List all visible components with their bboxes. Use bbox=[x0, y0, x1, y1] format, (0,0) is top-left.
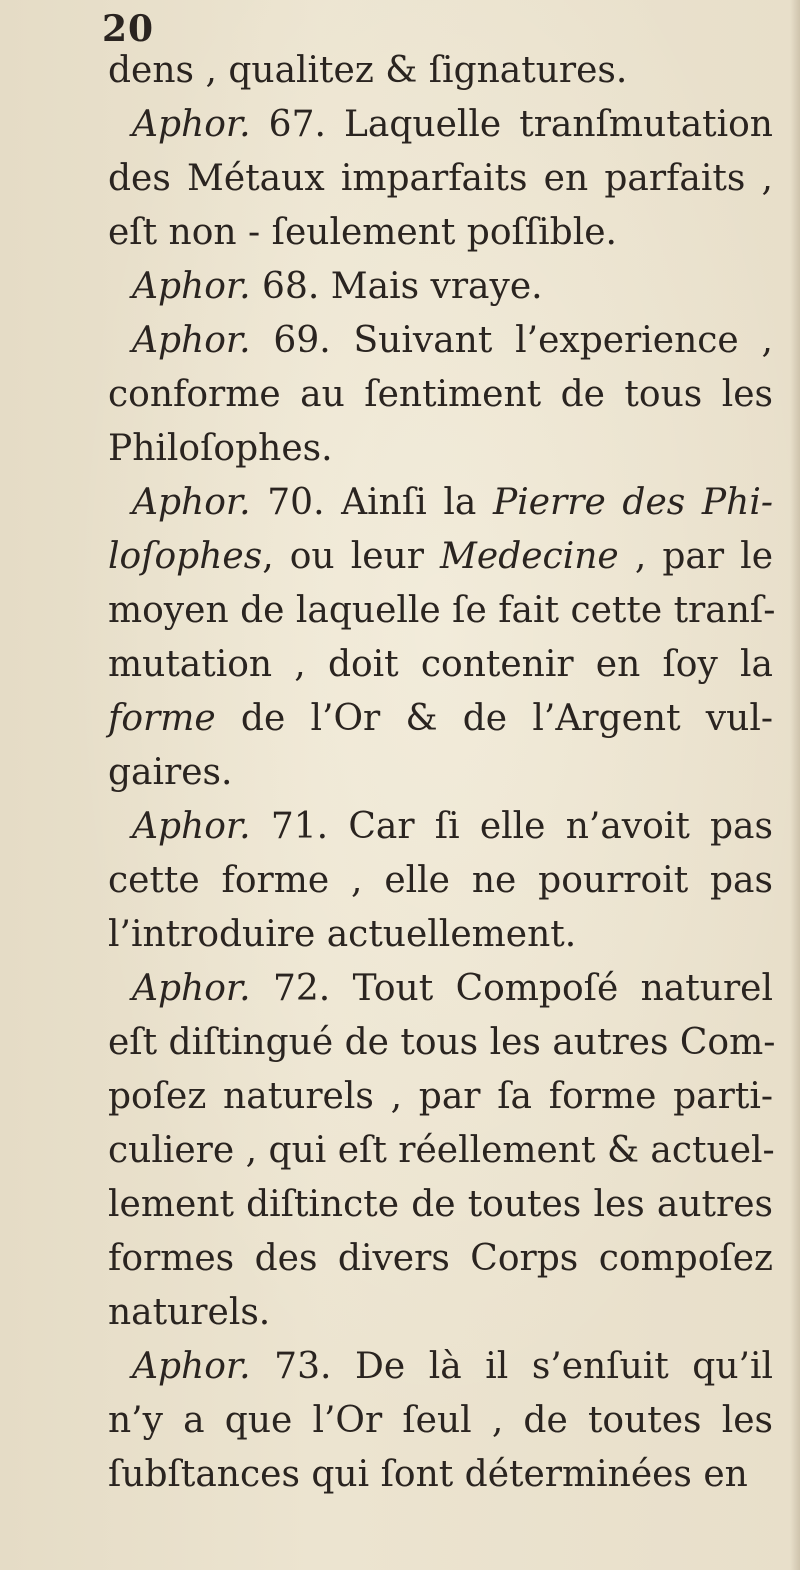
text-line bbox=[108, 638, 773, 692]
text-line bbox=[108, 800, 773, 854]
roman-text: 68. Mais vraye. bbox=[250, 266, 543, 307]
text-line bbox=[108, 908, 773, 962]
text-line bbox=[108, 206, 773, 260]
text-line bbox=[108, 1016, 776, 1070]
roman-text: conforme au ſentiment de tous les bbox=[108, 374, 773, 415]
roman-text: culiere , qui eſt réellement & actuel- bbox=[108, 1130, 775, 1171]
roman-text: mutation , doit contenir en ſoy la bbox=[108, 644, 773, 685]
italic-text: loſophes bbox=[108, 536, 263, 577]
italic-text: Aphor. bbox=[132, 1346, 251, 1387]
text-line bbox=[108, 1286, 773, 1340]
text-line bbox=[108, 530, 773, 584]
italic-text: Aphor. bbox=[132, 104, 251, 145]
text-line bbox=[108, 314, 773, 368]
roman-text: des Métaux imparfaits en parfaits , bbox=[108, 158, 773, 199]
text-line bbox=[108, 746, 773, 800]
italic-text: Aphor. bbox=[132, 482, 251, 523]
text-line bbox=[108, 692, 773, 746]
roman-text: cette forme , elle ne pourroit pas bbox=[108, 860, 773, 901]
roman-text: 72. Tout Compoſé naturel bbox=[250, 968, 773, 1009]
italic-text: Aphor. bbox=[132, 968, 251, 1009]
italic-text: Aphor. bbox=[132, 806, 251, 847]
roman-text: Philoſophes. bbox=[108, 428, 333, 469]
roman-text: gaires. bbox=[108, 752, 233, 793]
text-line bbox=[108, 152, 773, 206]
italic-text: Aphor. bbox=[132, 266, 251, 307]
italic-text: Medecine bbox=[440, 536, 619, 577]
text-line bbox=[108, 1232, 773, 1286]
italic-text: Pierre des Phi- bbox=[493, 482, 774, 523]
text-line bbox=[108, 1340, 773, 1394]
text-line bbox=[108, 476, 773, 530]
text-line bbox=[108, 1124, 773, 1178]
roman-text: 70. Ainſi la bbox=[250, 482, 494, 523]
roman-text: lement diſtincte de toutes les autres bbox=[108, 1184, 773, 1225]
roman-text: naturels. bbox=[108, 1292, 271, 1333]
roman-text: dens , qualitez & ſignatures. bbox=[108, 50, 628, 91]
page-number: 20 bbox=[102, 8, 155, 50]
roman-text: 71. Car ſi elle n’avoit pas bbox=[250, 806, 773, 847]
text-line bbox=[108, 422, 773, 476]
text-line bbox=[108, 44, 773, 98]
page-text bbox=[108, 44, 776, 1502]
roman-text: poſez naturels , par ſa forme parti- bbox=[108, 1076, 773, 1117]
roman-text: , ou leur bbox=[262, 536, 441, 577]
text-line bbox=[108, 584, 776, 638]
text-line bbox=[108, 1178, 773, 1232]
roman-text: 67. Laquelle tranſmutation bbox=[250, 104, 773, 145]
text-line bbox=[108, 1394, 773, 1448]
page-gutter-shadow bbox=[790, 0, 800, 1570]
italic-text: forme bbox=[108, 698, 216, 739]
text-line bbox=[108, 368, 773, 422]
roman-text: n’y a que l’Or ſeul , de toutes les bbox=[108, 1400, 773, 1441]
text-line bbox=[108, 854, 773, 908]
italic-text: Aphor. bbox=[132, 320, 251, 361]
text-line bbox=[108, 962, 773, 1016]
roman-text: eſt non - ſeulement poſſible. bbox=[108, 212, 617, 253]
roman-text: de l’Or & de l’Argent vul- bbox=[215, 698, 773, 739]
roman-text: , par le bbox=[618, 536, 773, 577]
text-line bbox=[108, 260, 773, 314]
roman-text: formes des divers Corps compoſez bbox=[108, 1238, 773, 1279]
text-line bbox=[108, 98, 773, 152]
text-line bbox=[108, 1070, 773, 1124]
roman-text: 73. De là il s’enſuit qu’il bbox=[250, 1346, 773, 1387]
roman-text: ſubſtances qui ſont déterminées en bbox=[108, 1454, 748, 1495]
text-line bbox=[108, 1448, 773, 1502]
roman-text: moyen de laquelle ſe fait cette tranſ- bbox=[108, 590, 776, 631]
roman-text: l’introduire actuellement. bbox=[108, 914, 577, 955]
roman-text: eſt diſtingué de tous les autres Com- bbox=[108, 1022, 776, 1063]
roman-text: 69. Suivant l’experience , bbox=[250, 320, 773, 361]
